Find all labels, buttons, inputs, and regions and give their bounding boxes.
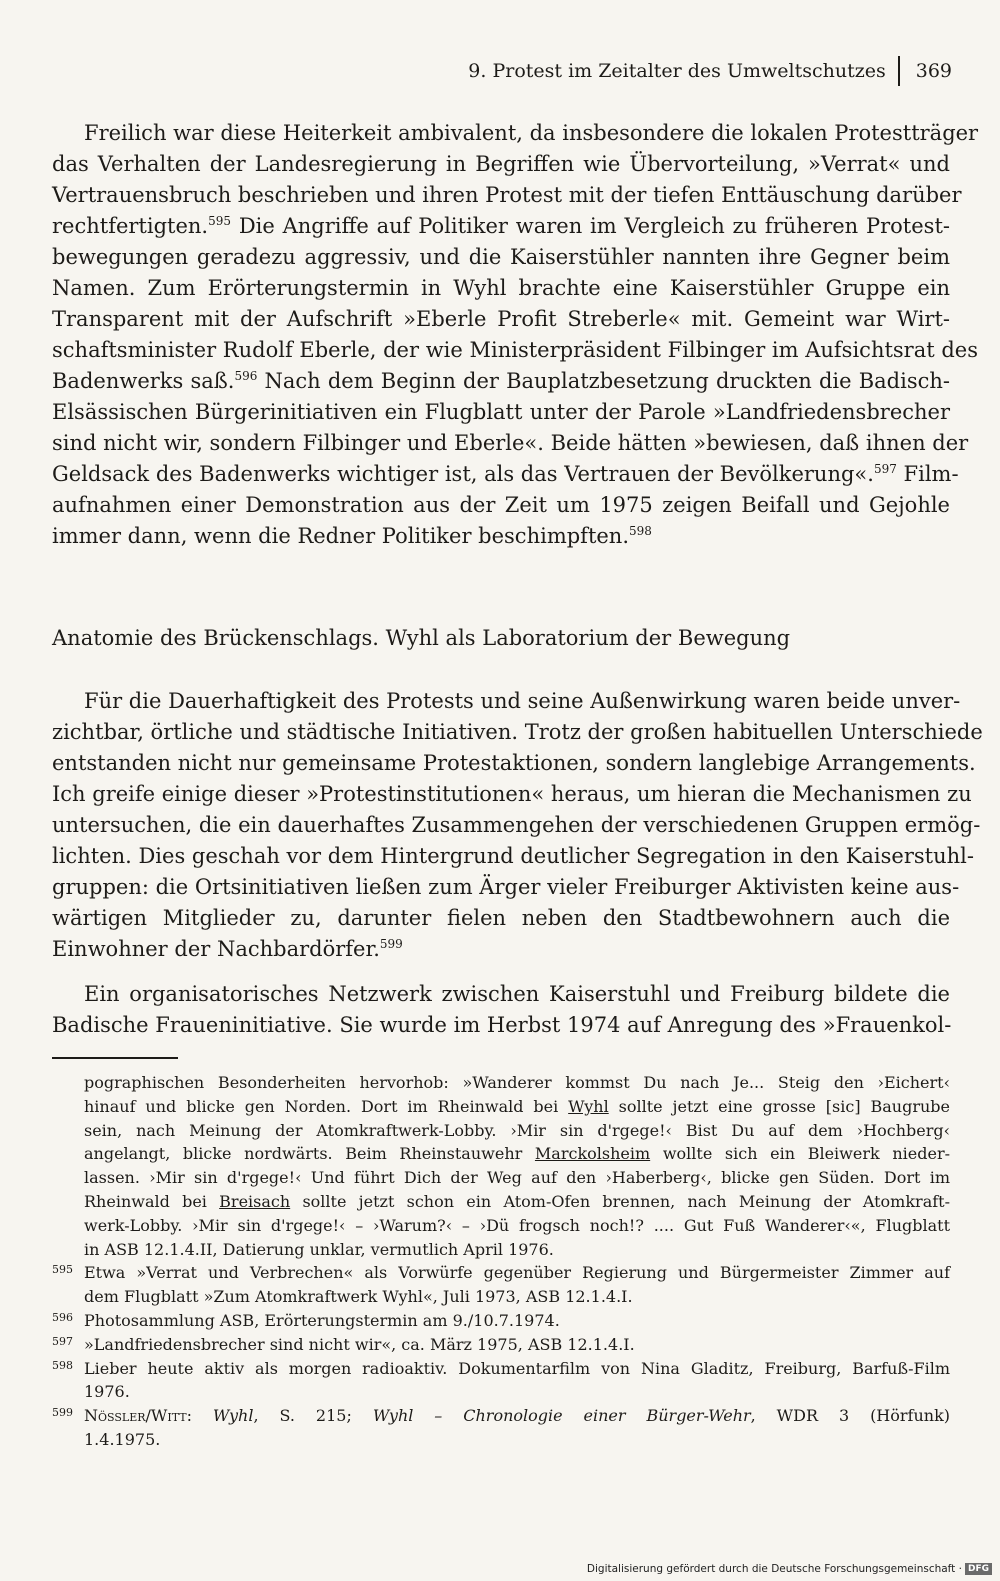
text-line: Vertrauensbruch beschrieben und ihren Protest mit der tiefen Enttäuschung darüber — [52, 183, 962, 207]
footnote-597 — [52, 1333, 950, 1357]
footnote-line: »Landfriedensbrecher sind nicht wir«, ca. März 1975, ASB 12.1.4.I. — [84, 1334, 635, 1354]
footnote-number: 596 — [52, 1310, 73, 1324]
footnote-line: dem Flugblatt »Zum Atomkraftwerk Wyhl«, Juli 1973, ASB 12.1.4.I. — [84, 1287, 633, 1307]
text-line: Für die Dauerhaftigkeit des Protests und seine Außenwirkung waren beide unver- — [84, 689, 961, 713]
footnote-line: 1.4.1975. — [84, 1429, 161, 1449]
text-run: pographischen Besonderheiten hervorhob: »Wanderer kommst Du nach Je... Steig den ›Eichert‹ — [84, 1073, 950, 1092]
footnote-ref: 595 — [208, 214, 232, 228]
footnote-line: 1976. — [84, 1382, 130, 1402]
credit-text: Digitalisierung gefördert durch die Deutsche Forschungsgemeinschaft · — [586, 1563, 962, 1575]
text-line: das Verhalten der Landesregierung in Begriffen wie Übervorteilung, »Verrat« und — [52, 152, 950, 176]
footnote-ref: 596 — [234, 369, 258, 383]
text-run: Nach dem Beginn der Bauplatzbesetzung druckten die Badisch- — [257, 369, 950, 393]
running-head — [468, 56, 952, 86]
text-run: sollte jetzt eine grosse [sic] Baugrube — [608, 1096, 951, 1116]
footnote-list — [52, 1261, 950, 1451]
text-run: Film- — [896, 462, 959, 486]
text-run: angelangt, blicke nordwärts. Beim Rheinstauwehr — [84, 1144, 535, 1164]
section-heading: Anatomie des Brückenschlags. Wyhl als Laboratorium der Bewegung — [52, 626, 791, 650]
text-run: hinauf und blicke gen Norden. Dort im Rheinwald bei — [84, 1096, 569, 1116]
digitization-credit — [587, 1563, 992, 1575]
text-line: Freilich war diese Heiterkeit ambivalent, da insbesondere die lokalen Protestträger — [84, 121, 979, 145]
text-line: zichtbar, örtliche und städtische Initiativen. Trotz der großen habituellen Unterschiede — [52, 720, 983, 744]
text-line: Ein organisatorisches Netzwerk zwischen Kaiserstuhl und Freiburg bildete die — [84, 982, 950, 1006]
footnote-number: 599 — [52, 1406, 73, 1420]
footnote-599 — [52, 1404, 950, 1452]
text-run: , WDR 3 (Hörfunk) — [750, 1406, 951, 1426]
dfg-logo: DFG — [965, 1563, 992, 1575]
text-line: bewegungen geradezu aggressiv, und die Kaiserstühler nannten ihre Gegner beim — [52, 245, 950, 269]
text-line: Ich greife einige dieser »Protestinstitutionen« heraus, um hieran die Mechanismen zu — [52, 782, 972, 806]
footnote-line: Photosammlung ASB, Erörterungstermin am 9./10.7.1974. — [84, 1310, 560, 1330]
footnote-line — [84, 1166, 950, 1190]
footnote-596 — [52, 1309, 950, 1333]
footnote-ref: 598 — [629, 524, 652, 538]
text-run: sein, nach Meinung der Atomkraftwerk-Lobby. ›Mir sin d'rgege!‹ Bist Du auf dem ›Hochberg‹ — [84, 1120, 950, 1140]
text-run: rechtfertigten. — [52, 214, 209, 238]
footnote-line — [84, 1142, 950, 1166]
paragraph-1 — [52, 118, 979, 552]
text-line: aufnahmen einer Demonstration aus der Zeit um 1975 zeigen Beifall und Gejohle — [52, 493, 950, 517]
text-run: lassen. ›Mir sin d'rgege!‹ Und führt Dich der Weg auf den ›Haberberg‹, blicke gen Süden. Dort im — [84, 1168, 950, 1188]
text-line: gruppen: die Ortsinitiativen ließen zum Ärger vieler Freiburger Aktivisten keine aus- — [52, 875, 960, 899]
text-run: immer dann, wenn die Redner Politiker beschimpften. — [52, 524, 630, 548]
text-line: wärtigen Mitglieder zu, darunter fielen neben den Stadtbewohnern auch die — [52, 906, 950, 930]
footnote-line — [84, 1071, 950, 1095]
footnote-number: 598 — [52, 1358, 73, 1372]
footnote-line — [84, 1119, 950, 1143]
text-line: Elsässischen Bürgerinitiativen ein Flugblatt unter der Parole »Landfriedensbrecher — [52, 400, 950, 424]
footnote-text — [84, 1404, 950, 1452]
footnote-continuation — [52, 1071, 950, 1261]
text-line: Badische Fraueninitiative. Sie wurde im Herbst 1974 auf Anregung des »Frauenkol- — [52, 1013, 952, 1037]
footnote-number: 597 — [52, 1334, 73, 1348]
text-line — [52, 459, 959, 490]
footnote-ref: 597 — [873, 462, 897, 476]
text-run: : — [186, 1406, 213, 1426]
footnote-595 — [52, 1261, 950, 1309]
text-line — [52, 934, 950, 965]
text-line: Transparent mit der Aufschrift »Eberle Profit Streberle« mit. Gemeint war Wirt- — [52, 307, 950, 331]
text-run: Die Angriffe auf Politiker waren im Vergleich zu früheren Protest- — [231, 214, 950, 238]
text-run: sollte jetzt schon ein Atom-Ofen brennen, nach Meinung der Atomkraft- — [290, 1191, 950, 1211]
footnote-text — [84, 1261, 950, 1309]
text-run: Wyhl — [212, 1406, 254, 1426]
footnote-text — [84, 1309, 950, 1333]
text-run: Wyhl – Chronologie einer Bürger-Wehr — [372, 1406, 751, 1426]
text-run: Rheinwald bei — [84, 1191, 220, 1211]
paragraph-3 — [52, 979, 950, 1041]
text-line: sind nicht wir, sondern Filbinger und Eberle«. Beide hätten »bewiesen, daß ihnen der — [52, 431, 969, 455]
underlined-place: Marckolsheim — [534, 1144, 651, 1164]
footnote-line: Lieber heute aktiv als morgen radioaktiv. Dokumentarfilm von Nina Gladitz, Freiburg, Barfuß-Film — [84, 1358, 950, 1378]
text-line: entstanden nicht nur gemeinsame Protestaktionen, sondern langlebige Arrangements. — [52, 751, 976, 775]
text-line — [52, 211, 950, 242]
footnotes — [52, 1071, 950, 1452]
footnote-line — [84, 1404, 950, 1428]
text-line: Namen. Zum Erörterungstermin in Wyhl brachte eine Kaiserstühler Gruppe ein — [52, 276, 950, 300]
page-number: 369 — [915, 60, 952, 82]
footnote-text — [84, 1333, 950, 1357]
footnote-line — [84, 1238, 950, 1262]
underlined-place: Wyhl — [568, 1096, 609, 1116]
text-run: in ASB 12.1.4.II, Datierung unklar, vermutlich April 1976. — [84, 1239, 554, 1259]
footnote-line — [84, 1190, 950, 1214]
footnote-ref: 599 — [379, 937, 403, 951]
text-line: lichten. Dies geschah vor dem Hintergrund deutlicher Segregation in den Kaiserstuhl- — [52, 844, 974, 868]
footnote-line — [84, 1095, 950, 1119]
text-run: Badenwerks saß. — [52, 369, 235, 393]
footnote-text — [84, 1357, 950, 1405]
text-run: werk-Lobby. ›Mir sin d'rgege!‹ – ›Warum?‹ – ›Dü frogsch noch!? .... Gut Fuß Wanderer‹«, Flugblatt — [84, 1215, 950, 1235]
footnote-line — [84, 1214, 950, 1238]
text-line: untersuchen, die ein dauerhaftes Zusammengehen der verschiedenen Gruppen ermög- — [52, 813, 981, 837]
paragraph-2 — [52, 686, 983, 965]
footnote-line: Etwa »Verrat und Verbrechen« als Vorwürfe gegenüber Regierung und Bürgermeister Zimmer auf — [84, 1263, 950, 1283]
text-run: Nössler/Witt — [84, 1406, 187, 1426]
text-run: Geldsack des Badenwerks wichtiger ist, als das Vertrauen der Bevölkerung«. — [52, 462, 874, 486]
footnote-separator — [52, 1057, 178, 1059]
text-line — [52, 366, 950, 397]
text-run: , S. 215; — [253, 1406, 373, 1426]
running-head-title: 9. Protest im Zeitalter des Umweltschutzes — [468, 60, 886, 82]
footnote-number: 595 — [52, 1263, 73, 1277]
text-run: wollte sich ein Bleiwerk nieder- — [650, 1144, 950, 1164]
underlined-place: Breisach — [219, 1191, 291, 1211]
text-line — [52, 521, 950, 552]
text-run: Einwohner der Nachbardörfer. — [52, 937, 380, 961]
text-line: schaftsminister Rudolf Eberle, der wie Ministerpräsident Filbinger im Aufsichtsrat des — [52, 338, 978, 362]
footnote-598 — [52, 1357, 950, 1405]
